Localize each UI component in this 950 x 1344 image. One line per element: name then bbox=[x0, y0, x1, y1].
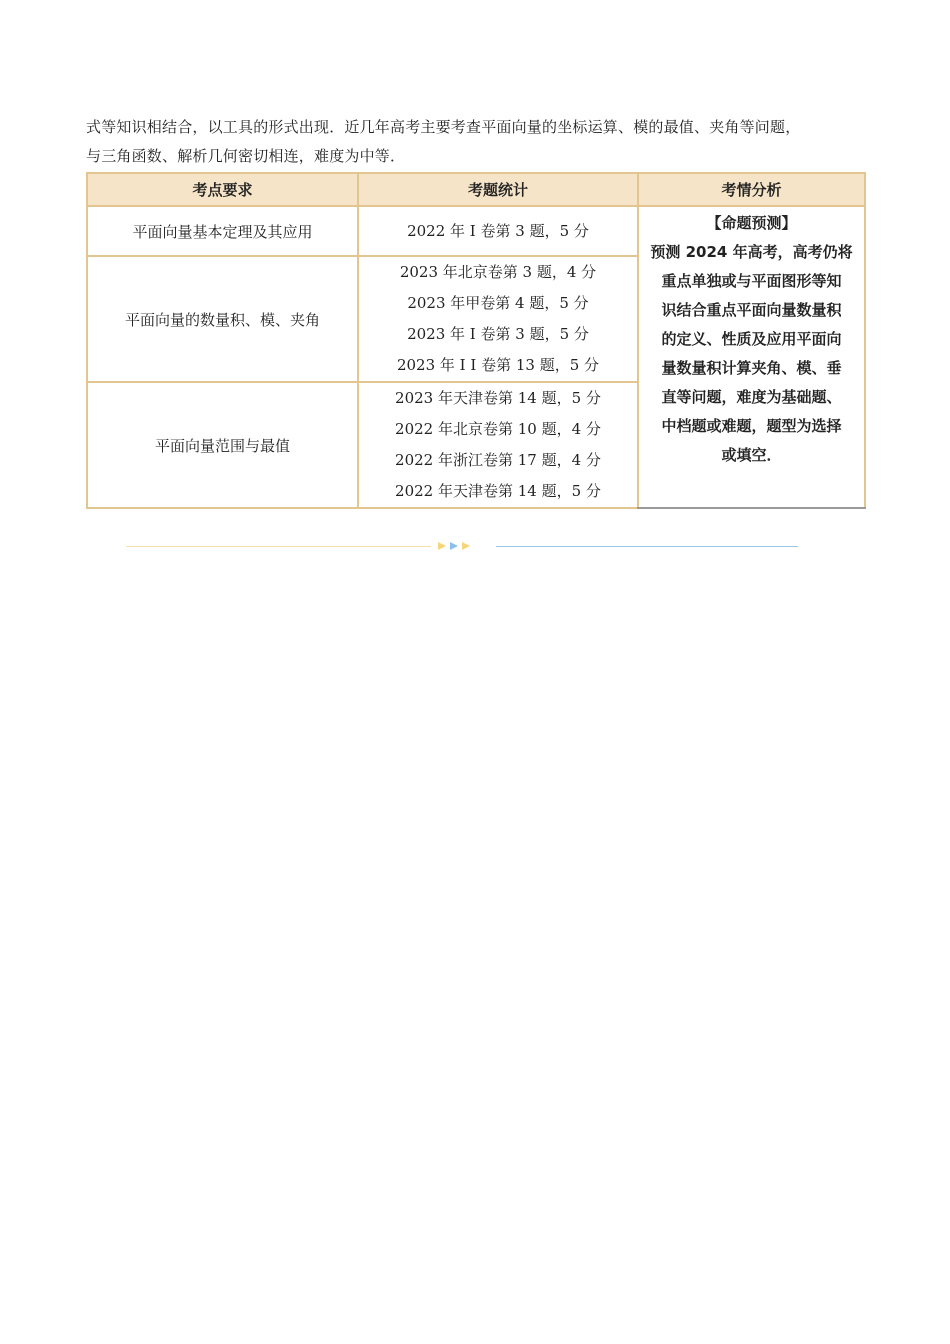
arrow-icon bbox=[438, 542, 446, 550]
stat-line: 2023 年 I I 卷第 13 题，5 分 bbox=[396, 356, 600, 374]
requirement-cell: 平面向量的数量积、模、夹角 bbox=[87, 256, 358, 382]
header-requirement: 考点要求 bbox=[87, 173, 358, 206]
stat-line: 2023 年甲卷第 4 题，5 分 bbox=[407, 294, 589, 312]
statistics-cell bbox=[358, 206, 638, 256]
stat-line: 2023 年 I 卷第 3 题，5 分 bbox=[407, 325, 589, 343]
header-analysis: 考情分析 bbox=[638, 173, 865, 206]
divider-line-right bbox=[496, 546, 798, 547]
analysis-line: 中档题或难题，题型为选择 bbox=[661, 417, 842, 435]
header-statistics: 考题统计 bbox=[358, 173, 638, 206]
intro-line-1: 式等知识相结合，以工具的形式出现．近几年高考主要考查平面向量的坐标运算、模的最值、夹角等问题， bbox=[86, 118, 801, 136]
arrow-icon bbox=[450, 542, 458, 550]
arrow-icon bbox=[462, 542, 470, 550]
analysis-line: 直等问题，难度为基础题、 bbox=[661, 388, 842, 406]
analysis-line: 预测 2024 年高考，高考仍将 bbox=[650, 243, 853, 261]
table-header-row bbox=[87, 173, 865, 206]
analysis-title: 【命题预测】 bbox=[706, 214, 797, 232]
exam-analysis-table bbox=[86, 172, 866, 509]
stat-line: 2023 年北京卷第 3 题，4 分 bbox=[399, 263, 597, 281]
analysis-line: 量数量积计算夹角、模、垂 bbox=[661, 359, 842, 377]
intro-paragraph bbox=[86, 113, 876, 171]
divider-line-left bbox=[126, 546, 431, 547]
analysis-line: 的定义、性质及应用平面向 bbox=[661, 330, 842, 348]
intro-line-2: 与三角函数、解析几何密切相连，难度为中等． bbox=[86, 147, 406, 165]
stat-line: 2023 年天津卷第 14 题，5 分 bbox=[395, 389, 601, 407]
requirement-cell: 平面向量基本定理及其应用 bbox=[87, 206, 358, 256]
analysis-line: 识结合重点平面向量数量积 bbox=[661, 301, 842, 319]
analysis-cell bbox=[638, 206, 865, 508]
statistics-cell bbox=[358, 256, 638, 382]
stat-line: 2022 年天津卷第 14 题，5 分 bbox=[395, 482, 601, 500]
requirement-cell: 平面向量范围与最值 bbox=[87, 382, 358, 508]
analysis-line: 重点单独或与平面图形等知 bbox=[661, 272, 842, 290]
stat-line: 2022 年浙江卷第 17 题，4 分 bbox=[395, 451, 601, 469]
triple-arrow-icon bbox=[436, 539, 491, 553]
table-row bbox=[87, 206, 865, 256]
stat-line: 2022 年 I 卷第 3 题，5 分 bbox=[407, 221, 589, 240]
statistics-cell bbox=[358, 382, 638, 508]
stat-line: 2022 年北京卷第 10 题，4 分 bbox=[395, 420, 601, 438]
section-divider bbox=[126, 539, 798, 553]
analysis-line: 或填空． bbox=[721, 446, 782, 464]
